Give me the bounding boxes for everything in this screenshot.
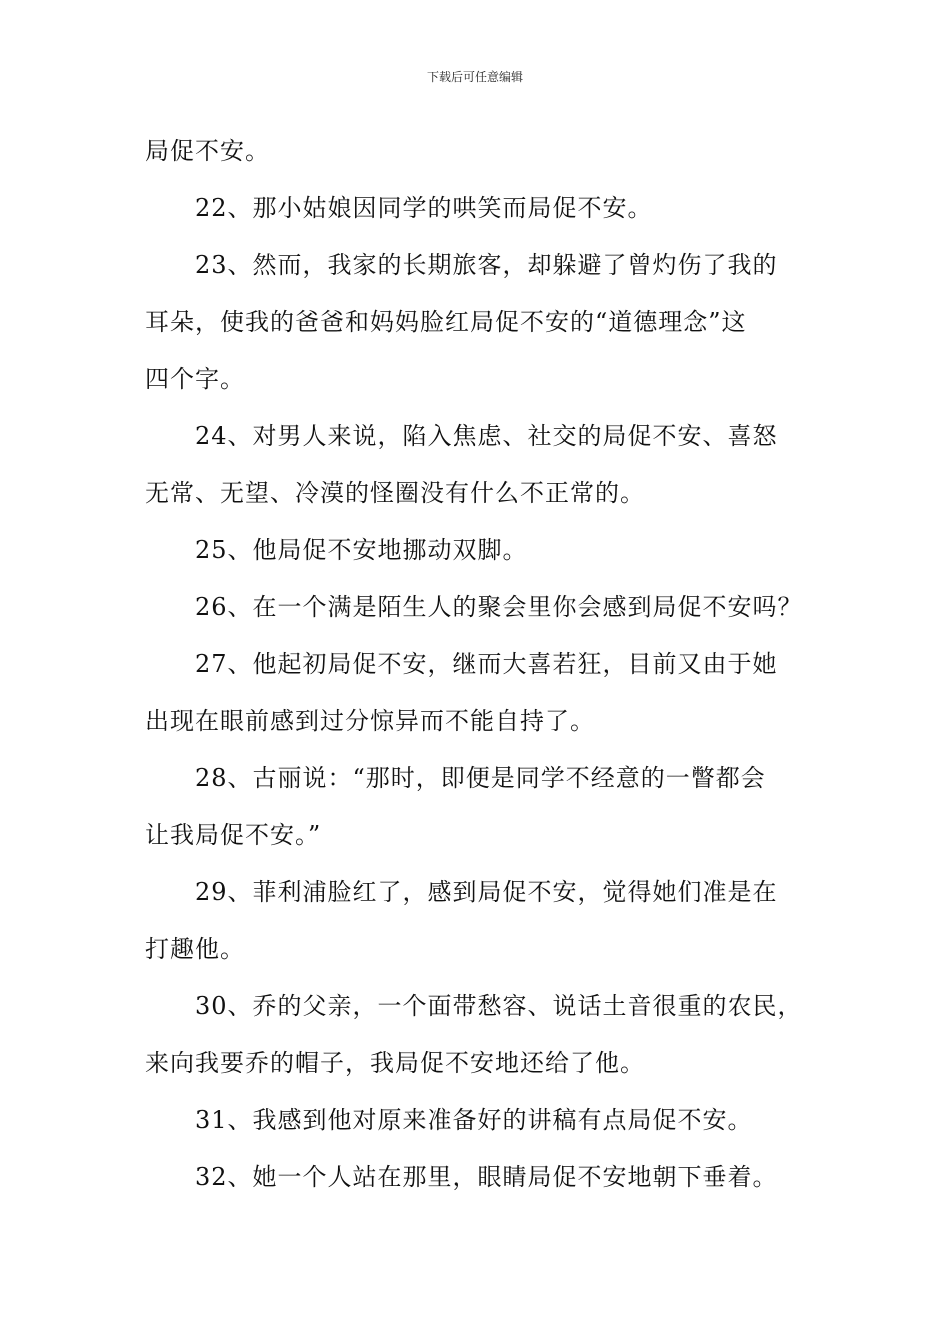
text-line: 让我局促不安。” <box>145 821 322 849</box>
text-line: 耳朵，使我的爸爸和妈妈脸红局促不安的“道德理念”这 <box>145 308 747 336</box>
text-line: 出现在眼前感到过分惊异而不能自持了。 <box>145 707 595 735</box>
text-line: 26、在一个满是陌生人的聚会里你会感到局促不安吗？ <box>195 593 803 621</box>
text-line: 32、她一个人站在那里，眼睛局促不安地朝下垂着。 <box>195 1163 778 1191</box>
page-header: 下载后可任意编辑 <box>426 70 523 84</box>
text-line: 27、他起初局促不安，继而大喜若狂，目前又由于她 <box>195 650 778 678</box>
text-line: 31、我感到他对原来准备好的讲稿有点局促不安。 <box>195 1106 753 1134</box>
text-line: 无常、无望、冷漠的怪圈没有什么不正常的。 <box>145 479 645 507</box>
text-line: 29、菲利浦脸红了，感到局促不安，觉得她们准是在 <box>195 878 778 906</box>
text-line: 四个字。 <box>145 365 245 393</box>
text-line: 28、古丽说：“那时，即便是同学不经意的一瞥都会 <box>195 764 766 792</box>
text-line: 22、那小姑娘因同学的哄笑而局促不安。 <box>195 194 653 222</box>
text-line: 24、对男人来说，陷入焦虑、社交的局促不安、喜怒 <box>195 422 778 450</box>
text-line: 30、乔的父亲，一个面带愁容、说话土音很重的农民， <box>195 992 803 1020</box>
text-line: 来向我要乔的帽子，我局促不安地还给了他。 <box>145 1049 645 1077</box>
text-line: 局促不安。 <box>145 137 270 165</box>
text-line: 23、然而，我家的长期旅客，却躲避了曾灼伤了我的 <box>195 251 778 279</box>
text-line: 25、他局促不安地挪动双脚。 <box>195 536 528 564</box>
text-line: 打趣他。 <box>145 935 245 963</box>
